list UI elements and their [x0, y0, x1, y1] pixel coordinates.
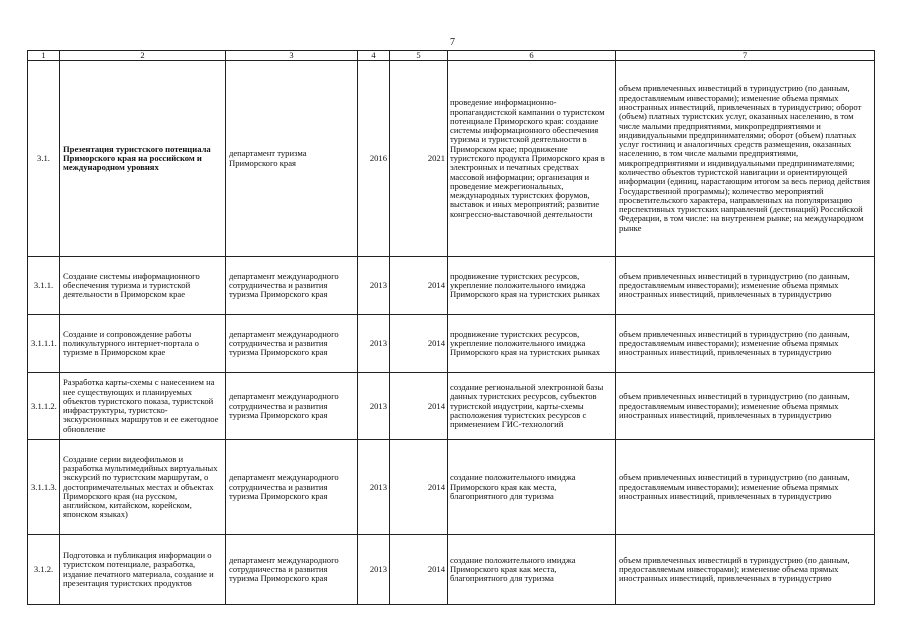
activity-name: Разработка карты-схемы с нанесением на нее существующих и планируемых объектов туристского показа, туристской инфраструктуры, туристско-экскурсионных маршрутов и ее ежегодное обновление — [60, 373, 226, 440]
row-number: 3.1. — [28, 61, 60, 257]
end-year: 2014 — [390, 373, 448, 440]
executor: департамент международного сотрудничества и развития туризма Приморского края — [226, 257, 358, 315]
column-header-4: 4 — [358, 51, 390, 61]
start-year: 2013 — [358, 440, 390, 535]
column-number-row — [28, 51, 875, 61]
activity-name: Создание и сопровождение работы поликультурного интернет-портала о туризме в Приморском крае — [60, 315, 226, 373]
column-header-5: 5 — [390, 51, 448, 61]
indicators: объем привлеченных инвестиций в туриндустрию (по данным, предоставляемым инвесторами); изменение объема прямых иностранных инвестиций, привлеченных в туриндустрию — [616, 440, 875, 535]
indicators: объем привлеченных инвестиций в туриндустрию (по данным, предоставляемым инвесторами); изменение объема прямых иностранных инвестиций, привлеченных в туриндустрию — [616, 257, 875, 315]
column-header-7: 7 — [616, 51, 875, 61]
start-year: 2016 — [358, 61, 390, 257]
executor: департамент международного сотрудничества и развития туризма Приморского края — [226, 440, 358, 535]
activity-name: Презентация туристского потенциала Приморского края на российском и международном уровнях — [60, 61, 226, 257]
row-number: 3.1.2. — [28, 535, 60, 605]
executor: департамент туризма Приморского края — [226, 61, 358, 257]
column-header-3: 3 — [226, 51, 358, 61]
indicators: объем привлеченных инвестиций в туриндустрию (по данным, предоставляемым инвесторами); изменение объема прямых иностранных инвестиций, привлеченных в туриндустрию; оборот (объем) платных туристских услуг, оказанных населению, в том числе малыми предприятиями, микропредприятиями и индивидуальными предпринимателями; оборот (объем) платных услуг гостиниц и аналогичных средств размещения, оказанных населению, в том числе малыми предприятиями, микропредприятиями и индивидуальными предпринимателями; количество объектов туристской навигации и ориентирующей информации (единиц, нарастающим итогом за весь период действия Государственной программы); количество мероприятий просветительского характера, направленных на популяризацию перспективных туристских направлений (дестинаций) Российской Федерации, в том числе: на внутреннем рынке; на международном рынке — [616, 61, 875, 257]
row-number: 3.1.1.1. — [28, 315, 60, 373]
indicators: объем привлеченных инвестиций в туриндустрию (по данным, предоставляемым инвесторами); изменение объема прямых иностранных инвестиций, привлеченных в туриндустрию — [616, 315, 875, 373]
end-year: 2021 — [390, 61, 448, 257]
end-year: 2014 — [390, 315, 448, 373]
table-row — [28, 257, 875, 315]
column-header-6: 6 — [448, 51, 616, 61]
start-year: 2013 — [358, 315, 390, 373]
executor: департамент международного сотрудничества и развития туризма Приморского края — [226, 315, 358, 373]
activity-name: Создание серии видеофильмов и разработка мультимедийных виртуальных экскурсий по туристским маршрутам, о достопримечательных местах и объектах Приморского края (на русском, английском, китайском, корейском, японском языках) — [60, 440, 226, 535]
column-header-2: 2 — [60, 51, 226, 61]
executor: департамент международного сотрудничества и развития туризма Приморского края — [226, 535, 358, 605]
table-row — [28, 373, 875, 440]
table-row — [28, 440, 875, 535]
start-year: 2013 — [358, 257, 390, 315]
end-year: 2014 — [390, 257, 448, 315]
page-number: 7 — [450, 37, 455, 48]
expected-result: создание региональной электронной базы данных туристских ресурсов, субъектов туристской индустрии, карты-схемы расположения туристских ресурсов с применением ГИС-технологий — [448, 373, 616, 440]
program-activities-table — [27, 50, 875, 605]
start-year: 2013 — [358, 535, 390, 605]
end-year: 2014 — [390, 535, 448, 605]
row-number: 3.1.1. — [28, 257, 60, 315]
activity-name: Создание системы информационного обеспечения туризма и туристской деятельности в Приморском крае — [60, 257, 226, 315]
expected-result: создание положительного имиджа Приморского края как места, благоприятного для туризма — [448, 440, 616, 535]
indicators: объем привлеченных инвестиций в туриндустрию (по данным, предоставляемым инвесторами); изменение объема прямых иностранных инвестиций, привлеченных в туриндустрию — [616, 535, 875, 605]
activity-name: Подготовка и публикация информации о туристском потенциале, разработка, издание печатного материала, создание и презентация туристских продуктов — [60, 535, 226, 605]
expected-result: создание положительного имиджа Приморского края как места, благоприятного для туризма — [448, 535, 616, 605]
expected-result: проведение информационно-пропагандистской кампании о туристском потенциале Приморского края: создание системы информационного обеспечения туризма и туристской деятельности в Приморском крае; продвижение туристского продукта Приморского края в электронных и печатных средствах массовой информации; организация и проведение межрегиональных, международных туристских форумов, выставок и иных мероприятий; развитие конгрессно-выставочной деятельности — [448, 61, 616, 257]
table-row — [28, 315, 875, 373]
table-row — [28, 61, 875, 257]
row-number: 3.1.1.3. — [28, 440, 60, 535]
start-year: 2013 — [358, 373, 390, 440]
end-year: 2014 — [390, 440, 448, 535]
table-row — [28, 535, 875, 605]
column-header-1: 1 — [28, 51, 60, 61]
row-number: 3.1.1.2. — [28, 373, 60, 440]
expected-result: продвижение туристских ресурсов, укрепление положительного имиджа Приморского края на туристских рынках — [448, 315, 616, 373]
expected-result: продвижение туристских ресурсов, укрепление положительного имиджа Приморского края на туристских рынках — [448, 257, 616, 315]
executor: департамент международного сотрудничества и развития туризма Приморского края — [226, 373, 358, 440]
indicators: объем привлеченных инвестиций в туриндустрию (по данным, предоставляемым инвесторами); изменение объема прямых иностранных инвестиций, привлеченных в туриндустрию — [616, 373, 875, 440]
